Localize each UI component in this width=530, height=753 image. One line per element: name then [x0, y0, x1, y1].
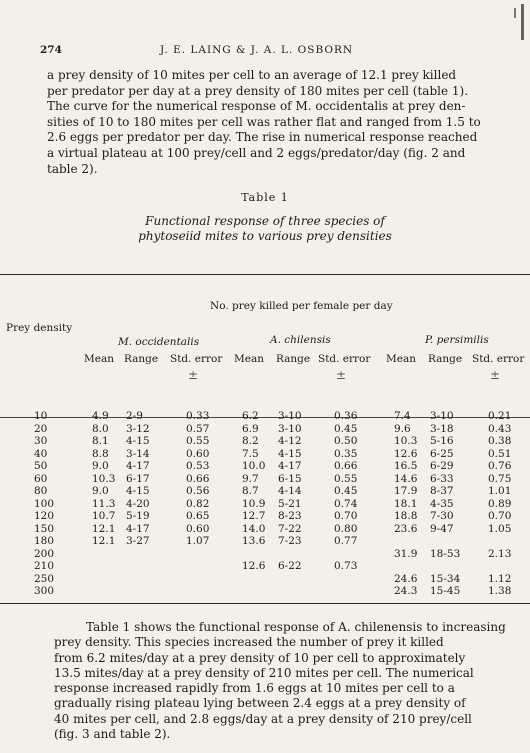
table-cell: 0.66: [186, 472, 210, 485]
table-cell: 6.9: [242, 422, 259, 435]
table-cell: 7-22: [278, 522, 302, 535]
table-cell: 0.82: [186, 497, 210, 510]
table-cell: 31.9: [394, 547, 418, 560]
paragraph-2: [54, 620, 514, 742]
table-cell: 0.57: [186, 422, 210, 435]
species-header-m: M. occidentalis: [118, 336, 200, 348]
prey-density-cell: 60: [34, 472, 48, 485]
table-cell: 8.1: [92, 435, 109, 447]
table-bottom-rule: [0, 603, 530, 604]
table-cell: 5-21: [278, 497, 302, 510]
table-cell: 10.0: [242, 460, 266, 472]
table-cell: 18-53: [430, 547, 461, 560]
prey-density-cell: 20: [34, 422, 48, 435]
plus-minus-symbol: ±: [490, 368, 501, 382]
table-cell: 8.0: [92, 422, 109, 435]
caption-line: phytoseiid mites to various prey densities: [138, 229, 392, 243]
table-cell: 24.3: [394, 585, 418, 597]
table-cell: 12.6: [242, 560, 266, 572]
table-cell: 24.6: [394, 572, 418, 585]
table-cell: 6-17: [126, 472, 150, 485]
text-line: 13.5 mites/day at a prey density of 210 mites per cell. The numerical: [54, 665, 474, 680]
table-cell: 10.7: [92, 510, 116, 522]
table-cell: 0.89: [488, 497, 512, 510]
table-cell: 0.60: [186, 447, 210, 460]
table-cell: 4.9: [92, 410, 109, 422]
table-cell: 5-19: [126, 510, 150, 522]
text-line: a prey density of 10 mites per cell to an average of 12.1 prey killed: [47, 68, 457, 82]
table-cell: 0.21: [488, 410, 512, 422]
prey-density-cell: 300: [34, 585, 55, 597]
text-line: 2.6 eggs per predator per day. The rise in numerical response reached: [47, 130, 478, 145]
table-cell: 4-12: [278, 435, 302, 447]
table-cell: 4-15: [126, 435, 150, 447]
table-cell: 4-17: [126, 522, 150, 535]
table-cell: 10.3: [92, 472, 116, 485]
table-cell: 16.5: [394, 460, 418, 472]
table-cell: 0.45: [334, 422, 358, 435]
table-cell: 9-47: [430, 522, 454, 535]
table-cell: 1.05: [488, 522, 512, 535]
text-line: prey density. This species increased the number of prey it killed: [54, 635, 444, 650]
table-cell: 0.73: [334, 560, 358, 572]
table-cell: 1.12: [488, 572, 512, 585]
table-cell: 0.38: [488, 435, 512, 447]
prey-density-cell: 120: [34, 510, 55, 522]
table-cell: 15-34: [430, 572, 461, 585]
text-line: 40 mites per cell, and 2.8 eggs/day at a prey density of 210 prey/cell: [54, 711, 472, 726]
table-cell: 9.7: [242, 472, 259, 485]
table-cell: 0.50: [334, 435, 358, 447]
table-cell: 1.01: [488, 485, 512, 497]
table-cell: 0.66: [334, 460, 358, 472]
table-cell: 3-18: [430, 422, 454, 435]
prey-density-cell: 150: [34, 522, 55, 535]
table-cell: 8.8: [92, 447, 109, 460]
page-number: 274: [40, 44, 62, 56]
table-cell: 7.4: [394, 410, 411, 422]
table-cell: 3-10: [278, 410, 302, 422]
table-cell: 17.9: [394, 485, 418, 497]
table-cell: 14.6: [394, 472, 418, 485]
prey-density-cell: 180: [34, 535, 55, 547]
table-super-header: No. prey killed per female per day: [210, 300, 393, 312]
table-cell: 12.1: [92, 535, 116, 547]
table-cell: 4-35: [430, 497, 454, 510]
table-cell: 4-20: [126, 497, 150, 510]
table-cell: 9.6: [394, 422, 411, 435]
prey-density-cell: 100: [34, 497, 55, 510]
prey-density-cell: 50: [34, 460, 48, 472]
prey-density-cell: 40: [34, 447, 48, 460]
table-cell: 0.70: [488, 510, 512, 522]
table-cell: 12.6: [394, 447, 418, 460]
table-top-rule: [0, 274, 530, 275]
table-cell: 6.2: [242, 410, 259, 422]
table-cell: 0.77: [334, 535, 358, 547]
table-cell: 0.36: [334, 410, 358, 422]
table-cell: 9.0: [92, 485, 109, 497]
table-cell: 4-17: [278, 460, 302, 472]
table-cell: 13.6: [242, 535, 266, 547]
table-cell: 6-22: [278, 560, 302, 572]
table-cell: 3-27: [126, 535, 150, 547]
species-header-p: P. persimilis: [425, 334, 489, 346]
table-cell: 6-33: [430, 472, 454, 485]
paragraph-1: [47, 68, 505, 177]
column-header: Mean: [386, 353, 416, 365]
text-line: a virtual plateau at 100 prey/cell and 2 eggs/predator/day (fig. 2 and: [47, 145, 466, 160]
table-cell: 7.5: [242, 447, 259, 460]
table-cell: 3-10: [430, 410, 454, 422]
page-header: [40, 44, 500, 60]
text-line: sities of 10 to 180 mites per cell was rather flat and ranged from 1.5 to: [47, 114, 481, 129]
prey-density-cell: 80: [34, 485, 48, 497]
table-cell: 3-14: [126, 447, 150, 460]
table-cell: 2-9: [126, 410, 143, 422]
table-cell: 0.74: [334, 497, 358, 510]
table-cell: 0.65: [186, 510, 210, 522]
table-cell: 1.07: [186, 535, 210, 547]
page-edge-mark: [521, 4, 524, 40]
table-cell: 15-45: [430, 585, 461, 597]
table-cell: 6-29: [430, 460, 454, 472]
table-stub-header: Prey density: [6, 322, 73, 334]
table-cell: 2.13: [488, 547, 512, 560]
table-cell: 3-10: [278, 422, 302, 435]
table-cell: 14.0: [242, 522, 266, 535]
table-cell: 23.6: [394, 522, 418, 535]
table-cell: 12.1: [92, 522, 116, 535]
table-cell: 10.9: [242, 497, 266, 510]
table-cell: 18.1: [394, 497, 418, 510]
table-cell: 6-25: [430, 447, 454, 460]
text-line: Table 1 shows the functional response of A. chilenensis to increasing: [86, 620, 506, 634]
table-cell: 12.7: [242, 510, 266, 522]
table-cell: 0.45: [334, 485, 358, 497]
table-cell: 8.2: [242, 435, 259, 447]
column-header: Range: [428, 353, 463, 365]
table-cell: 0.51: [488, 447, 512, 460]
text-line: table 2).: [47, 161, 98, 176]
table-caption: [0, 214, 530, 244]
prey-density-cell: 10: [34, 410, 48, 422]
text-line: from 6.2 mites/day at a prey density of 10 per cell to approximately: [54, 650, 466, 665]
table-cell: 7-23: [278, 535, 302, 547]
table-title: Table 1: [241, 191, 289, 204]
table-cell: 3-12: [126, 422, 150, 435]
table-cell: 10.3: [394, 435, 418, 447]
column-header: Std. error: [318, 353, 371, 365]
column-header: Mean: [84, 353, 114, 365]
caption-line: Functional response of three species of: [145, 214, 385, 228]
prey-density-cell: 210: [34, 560, 55, 572]
table-cell: 0.80: [334, 522, 358, 535]
column-header: Range: [124, 353, 159, 365]
table-cell: 0.75: [488, 472, 512, 485]
table-cell: 0.33: [186, 410, 210, 422]
table-cell: 11.3: [92, 497, 116, 510]
table-cell: 4-17: [126, 460, 150, 472]
page-edge-mark: [514, 8, 516, 18]
plus-minus-symbol: ±: [188, 368, 199, 382]
column-header: Std. error: [170, 353, 223, 365]
column-header: Std. error: [472, 353, 525, 365]
table-cell: 7-30: [430, 510, 454, 522]
table-cell: 0.76: [488, 460, 512, 472]
table-cell: 8-23: [278, 510, 302, 522]
table-cell: 8.7: [242, 485, 259, 497]
table-cell: 0.35: [334, 447, 358, 460]
prey-density-cell: 250: [34, 572, 55, 585]
text-line: The curve for the numerical response of M. occidentalis at prey den-: [47, 99, 466, 114]
plus-minus-symbol: ±: [336, 368, 347, 382]
prey-density-cell: 30: [34, 435, 48, 447]
column-header: Mean: [234, 353, 264, 365]
table-cell: 5-16: [430, 435, 454, 447]
running-title: J. E. LAING & J. A. L. OSBORN: [160, 44, 354, 56]
table-cell: 8-37: [430, 485, 454, 497]
table-cell: 0.43: [488, 422, 512, 435]
text-line: per predator per day at a prey density of 180 mites per cell (table 1).: [47, 83, 469, 98]
table-cell: 0.56: [186, 485, 210, 497]
table-cell: 0.60: [186, 522, 210, 535]
text-line: (fig. 3 and table 2).: [54, 727, 171, 742]
table-cell: 0.70: [334, 510, 358, 522]
table-cell: 4-14: [278, 485, 302, 497]
text-line: response increased rapidly from 1.6 eggs at 10 mites per cell to a: [54, 681, 455, 696]
table-cell: 18.8: [394, 510, 418, 522]
table-cell: 9.0: [92, 460, 109, 472]
table-cell: 0.55: [186, 435, 210, 447]
table-cell: 4-15: [126, 485, 150, 497]
prey-density-cell: 200: [34, 547, 55, 560]
text-line: gradually rising plateau lying between 2.4 eggs at a prey density of: [54, 696, 466, 711]
table-cell: 6-15: [278, 472, 302, 485]
table-cell: 0.55: [334, 472, 358, 485]
table-cell: 1.38: [488, 585, 512, 597]
species-header-a: A. chilensis: [270, 334, 331, 346]
column-header: Range: [276, 353, 311, 365]
table-cell: 4-15: [278, 447, 302, 460]
table-cell: 0.53: [186, 460, 210, 472]
